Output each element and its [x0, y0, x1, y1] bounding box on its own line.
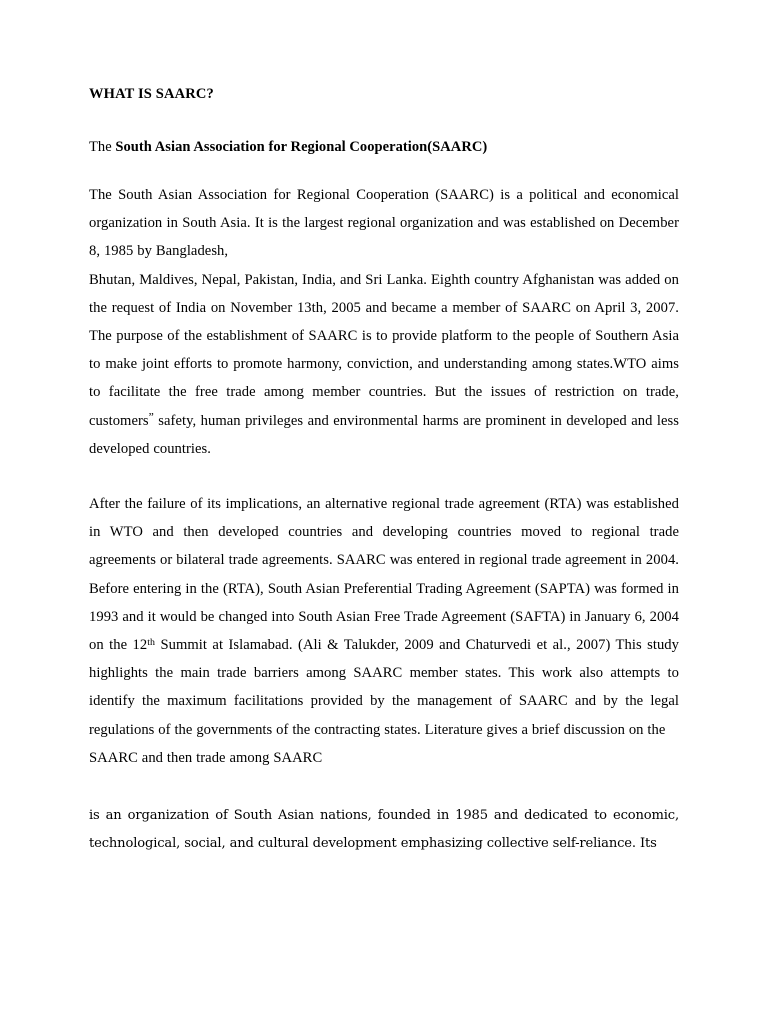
paragraph-intro: [89, 181, 679, 463]
paragraph-rta-segment-3: SAARC and then trade among SAARC: [89, 749, 323, 766]
stray-quote-glyph: ”: [148, 409, 154, 423]
paragraph-rta-segment-2: Summit at Islamabad. (Ali & Talukder, 2009 and Chaturvedi et al., 2007) This study highlights the main trade barriers among SAARC member states. This work also attempts to identify the maximum facilitations provided by the management of SAARC and by the legal regulations of the governments of the contracting states. Literature gives a brief discussion on the: [89, 637, 679, 738]
paragraph-rta-segment-1: After the failure of its implications, an alternative regional trade agreement (RTA) was established in WTO and then developed countries and developing countries moved to regional trade agreements or bilateral trade agreements. SAARC was entered in regional trade agreement in 2004. Before entering in the (RTA), South Asian Preferential Trading Agreement (SAPTA) was formed in 1993 and it would be changed into South Asian Free Trade Agreement (SAFTA) in January 6, 2004 on the 12: [89, 496, 679, 654]
paragraph-intro-line-group-2: Bhutan, Maldives, Nepal, Pakistan, India, and Sri Lanka. Eighth country Afghanistan was added on the request of India on November 13th, 2005 and became a member of SAARC on April 3, 2007. The purpose of the establishment of SAARC is to provide platform to the people of Southern Asia to make joint efforts to promote harmony, conviction, and understanding among states.WTO aims to facilitate the free trade among member countries. But the issues of restriction on trade, customers: [89, 271, 679, 429]
page-title: [89, 84, 679, 104]
paragraph-intro-line-group-3: safety, human privileges and environmental harms are prominent in developed and less developed countries.: [89, 412, 679, 457]
subtitle-lead: The: [89, 139, 116, 155]
subtitle-emphasis: South Asian Association for Regional Cooperation(SAARC): [115, 139, 488, 155]
paragraph-intro-line-group-1: The South Asian Association for Regional Cooperation (SAARC) is a political and economical organization in South Asia. It is the largest regional organization and was established on December 8, 1985 by Bangladesh,: [89, 187, 679, 260]
paragraph-gap-2: [89, 772, 679, 802]
paragraph-rta: [89, 490, 679, 772]
ordinal-superscript-th: th: [147, 636, 156, 648]
document-content: [89, 84, 679, 859]
page-title-word-what: WHAT: [89, 86, 135, 102]
page-title-rest: IS SAARC?: [134, 86, 214, 102]
section-subtitle: [89, 137, 679, 157]
paragraph-definition: is an organization of South Asian nations, founded in 1985 and dedicated to economic, technological, social, and cultural development emphasizing collective self-reliance. Its: [89, 808, 679, 852]
paragraph-gap-1: [89, 463, 679, 490]
subtitle-spacer: [89, 157, 679, 181]
title-spacer: [89, 104, 679, 137]
